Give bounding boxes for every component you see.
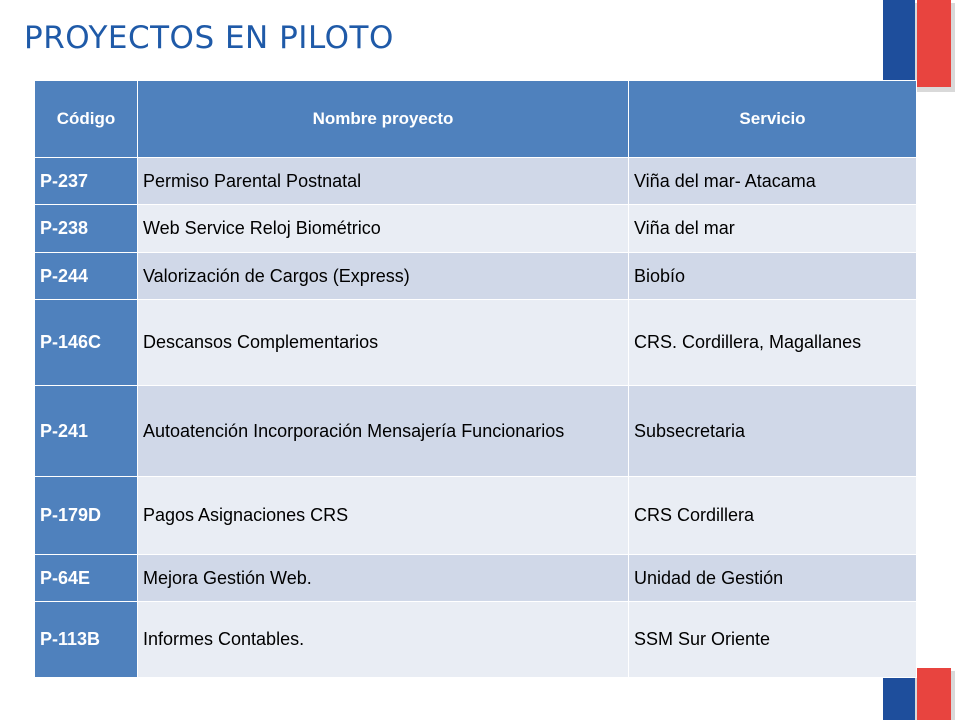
header-nombre-proyecto: Nombre proyecto [138,81,629,158]
cell-service: Biobío [629,253,917,300]
table-row [35,386,917,477]
cell-name: Valorización de Cargos (Express) [138,253,629,300]
cell-code: P-238 [35,205,138,253]
table-row [35,253,917,300]
cell-service: CRS Cordillera [629,477,917,555]
table-row [35,477,917,555]
header-codigo: Código [35,81,138,158]
cell-service: SSM Sur Oriente [629,602,917,678]
cell-code: P-244 [35,253,138,300]
projects-table [34,80,917,678]
cell-name: Permiso Parental Postnatal [138,158,629,205]
flag-decoration-top [883,0,955,92]
cell-code: P-64E [35,555,138,602]
cell-service: Viña del mar- Atacama [629,158,917,205]
cell-code: P-179D [35,477,138,555]
cell-code: P-237 [35,158,138,205]
cell-service: Unidad de Gestión [629,555,917,602]
table-row [35,205,917,253]
cell-service: Subsecretaria [629,386,917,477]
table-header-row [35,81,917,158]
table-row [35,555,917,602]
header-servicio: Servicio [629,81,917,158]
cell-name: Autoatención Incorporación Mensajería Funcionarios [138,386,629,477]
cell-name: Web Service Reloj Biométrico [138,205,629,253]
cell-name: Informes Contables. [138,602,629,678]
cell-name: Descansos Complementarios [138,300,629,386]
page-title: PROYECTOS EN PILOTO [24,20,394,56]
cell-service: CRS. Cordillera, Magallanes [629,300,917,386]
cell-name: Pagos Asignaciones CRS [138,477,629,555]
cell-service: Viña del mar [629,205,917,253]
cell-code: P-113B [35,602,138,678]
cell-code: P-146C [35,300,138,386]
cell-name: Mejora Gestión Web. [138,555,629,602]
table-row [35,300,917,386]
table-row [35,602,917,678]
cell-code: P-241 [35,386,138,477]
table-row [35,158,917,205]
